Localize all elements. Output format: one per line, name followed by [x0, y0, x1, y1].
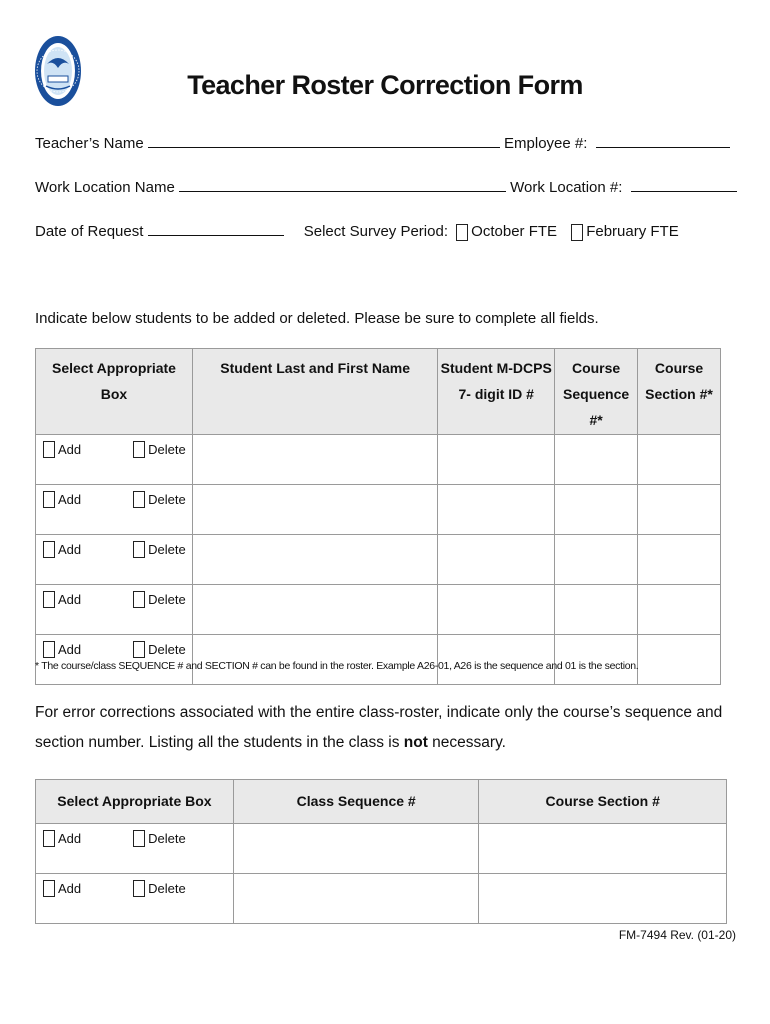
section-cell[interactable]	[638, 535, 721, 585]
paragraph-emphasis: not	[403, 734, 428, 751]
delete-label: Delete	[148, 442, 186, 457]
teacher-name-field[interactable]	[148, 133, 500, 148]
student-name-cell[interactable]	[192, 435, 437, 485]
employee-label: Employee #:	[504, 135, 588, 152]
page-title: Teacher Roster Correction Form	[187, 70, 583, 100]
add-checkbox[interactable]	[43, 641, 55, 658]
student-instructions: Indicate below students to be added or deleted. Please be sure to complete all fields.	[35, 310, 599, 327]
work-location-name-field[interactable]	[179, 177, 506, 192]
add-label: Add	[58, 881, 82, 896]
sequence-cell[interactable]	[555, 585, 638, 635]
class-table-header	[36, 780, 727, 824]
sequence-cell[interactable]	[555, 485, 638, 535]
add-checkbox[interactable]	[43, 491, 55, 508]
class-sequence-cell[interactable]	[233, 874, 479, 924]
header-student-id-line1: Student M-DCPS	[440, 360, 552, 376]
student-table	[35, 348, 721, 685]
header-class-select: Select Appropriate Box	[36, 780, 234, 824]
student-name-cell[interactable]	[192, 535, 437, 585]
student-id-cell[interactable]	[438, 535, 555, 585]
february-fte-checkbox[interactable]	[571, 224, 583, 241]
header-class-section: Course Section #	[479, 780, 727, 824]
student-name-cell[interactable]	[192, 485, 437, 535]
delete-checkbox[interactable]	[133, 830, 145, 847]
october-fte-label: October FTE	[471, 223, 558, 240]
header-sec-line2: Section #*	[645, 386, 713, 402]
table-row	[36, 485, 721, 535]
header-class-sequence: Class Sequence #	[233, 780, 479, 824]
header-select: Select Appropriate Box	[36, 349, 193, 435]
header-student-name: Student Last and First Name	[192, 349, 437, 435]
delete-label: Delete	[148, 542, 186, 557]
sequence-cell[interactable]	[555, 435, 638, 485]
add-checkbox[interactable]	[43, 830, 55, 847]
add-checkbox[interactable]	[43, 591, 55, 608]
class-table	[35, 779, 727, 924]
student-name-cell[interactable]	[192, 585, 437, 635]
student-id-cell[interactable]	[438, 435, 555, 485]
work-location-name-label: Work Location Name	[35, 179, 175, 196]
add-label: Add	[58, 492, 82, 507]
delete-checkbox[interactable]	[133, 491, 145, 508]
delete-checkbox[interactable]	[133, 591, 145, 608]
header-student-id-line2: 7- digit ID #	[458, 386, 534, 402]
form-number: FM-7494 Rev. (01-20)	[618, 928, 736, 942]
add-checkbox[interactable]	[43, 541, 55, 558]
sequence-cell[interactable]	[555, 535, 638, 585]
section-cell[interactable]	[638, 585, 721, 635]
table-row	[36, 435, 721, 485]
sequence-footnote: * The course/class SEQUENCE # and SECTION # can be found in the roster. Example A26-01, A26 is the sequence and 01 is the section.	[35, 660, 639, 672]
delete-checkbox[interactable]	[133, 441, 145, 458]
add-label: Add	[58, 442, 82, 457]
add-label: Add	[58, 592, 82, 607]
delete-checkbox[interactable]	[133, 880, 145, 897]
header-sec-line1: Course	[654, 360, 704, 376]
section-cell[interactable]	[638, 485, 721, 535]
student-id-cell[interactable]	[438, 485, 555, 535]
teacher-name-label: Teacher’s Name	[35, 135, 144, 152]
table-row	[36, 874, 727, 924]
employee-number-field[interactable]	[596, 133, 730, 148]
header-course-section	[638, 349, 721, 435]
delete-label: Delete	[148, 492, 186, 507]
class-roster-instructions	[35, 698, 735, 758]
teacher-info-row	[35, 133, 730, 152]
add-checkbox[interactable]	[43, 880, 55, 897]
student-table-header	[36, 349, 721, 435]
section-cell[interactable]	[638, 635, 721, 685]
work-location-number-field[interactable]	[631, 177, 737, 192]
table-row	[36, 824, 727, 874]
delete-checkbox[interactable]	[133, 541, 145, 558]
header-seq-line1: Course	[571, 360, 621, 376]
table-row	[36, 585, 721, 635]
date-of-request-field[interactable]	[148, 221, 284, 236]
header-student-id	[438, 349, 555, 435]
add-label: Add	[58, 831, 82, 846]
class-sequence-cell[interactable]	[233, 824, 479, 874]
add-checkbox[interactable]	[43, 441, 55, 458]
work-location-row	[35, 177, 737, 196]
october-fte-checkbox[interactable]	[456, 224, 468, 241]
paragraph-text: For error corrections associated with the entire class-roster, indicate only the course’s sequence and section number. Listing all the students in the class is	[35, 704, 723, 751]
delete-label: Delete	[148, 642, 186, 657]
add-label: Add	[58, 542, 82, 557]
date-of-request-label: Date of Request	[35, 223, 144, 240]
section-cell[interactable]	[638, 435, 721, 485]
student-id-cell[interactable]	[438, 585, 555, 635]
header-course-sequence	[555, 349, 638, 435]
add-label: Add	[58, 642, 82, 657]
february-fte-label: February FTE	[586, 223, 679, 240]
table-row	[36, 535, 721, 585]
paragraph-text-end: necessary.	[427, 734, 506, 751]
date-survey-row	[35, 221, 679, 241]
survey-period-label: Select Survey Period:	[303, 223, 448, 240]
course-section-cell[interactable]	[479, 874, 727, 924]
work-location-number-label: Work Location #:	[510, 179, 623, 196]
delete-label: Delete	[148, 831, 186, 846]
delete-label: Delete	[148, 881, 186, 896]
header-seq-line2: Sequence #*	[563, 386, 630, 428]
delete-checkbox[interactable]	[133, 641, 145, 658]
course-section-cell[interactable]	[479, 824, 727, 874]
delete-label: Delete	[148, 592, 186, 607]
